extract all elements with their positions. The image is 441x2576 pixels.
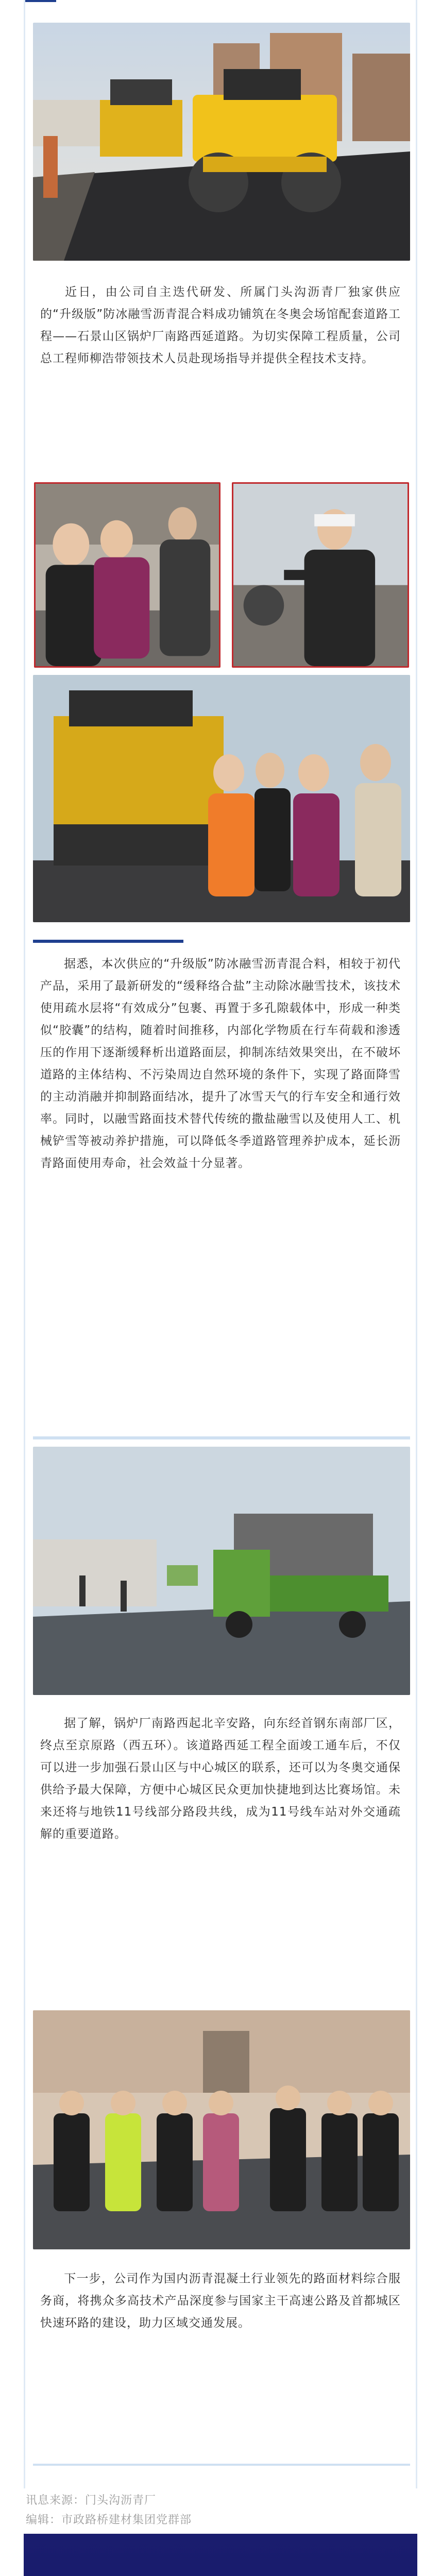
top-accent-bar xyxy=(25,0,56,2)
section-divider-dark xyxy=(33,940,183,943)
section-divider-light xyxy=(33,1436,410,1439)
paragraph-intro: 近日，由公司自主迭代研发、所属门头沟沥青厂独家供应的“升级版”防冰融雪沥青混合料成功铺筑在冬奥会场馆配套道路工程——石景山区锅炉厂南路西延道路。为切实保障工程质量，公司总工程师柳浩带领技术人员赴现场指导并提供全程技术支持。 xyxy=(40,285,401,365)
photo-engineer-pointing xyxy=(232,482,409,668)
source-credit: 讯息来源：门头沟沥青厂 xyxy=(26,2494,157,2507)
paragraph-next-steps: 下一步，公司作为国内沥青混凝土行业领先的路面材料综合服务商，将携众多高技术产品深度参与国家主干高速公路及首都城区快速环路的建设，助力区域交通发展。 xyxy=(40,2272,401,2330)
bottom-divider-light xyxy=(33,2464,410,2466)
photo-asphalt-trucks xyxy=(33,1447,410,1695)
photo-group-on-road xyxy=(33,2010,410,2249)
editor-credit: 编辑：市政路桥建材集团党群部 xyxy=(26,2514,192,2527)
footer-banner xyxy=(24,2534,417,2576)
photo-engineer-meeting xyxy=(34,482,220,668)
paragraph-road-info: 据了解，锅炉厂南路西起北辛安路，向东经首钢东南部厂区，终点至京原路（西五环）。该道路西延工程全面竣工通车后，不仅可以进一步加强石景山区与中心城区的联系，还可以为冬奥交通保供给予最大保障，方便中心城区民众更加快捷地到达比赛场馆。未来还将与地铁11号线部分路段共线，成为11号线车站对外交通疏解的重要道路。 xyxy=(40,1717,401,1841)
photo-team-by-paver xyxy=(33,675,410,922)
paragraph-technology: 据悉，本次供应的“升级版”防冰融雪沥青混合料，相较于初代产品，采用了最新研发的“缓释络合盐”主动除冰融雪技术，该技术使用疏水层将“有效成分”包裹、再置于多孔隙载体中，形成一种类似“胶囊”的结构，随着时间推移，内部化学物质在行车荷载和渗透压的作用下逐渐缓释析出道路面层，抑制冻结效果突出，在不破坏道路的主体结构、不污染周边自然环境的条件下，实现了路面降雪的主动消融并抑制路面结冰，提升了冰雪天气的行车安全和通行效率。同时，以融雪路面技术替代传统的撒盐融雪以及使用人工、机械铲雪等被动养护措施，可以降低冬季道路管理养护成本，延长沥青路面使用寿命，社会效益十分显著。 xyxy=(40,957,401,1170)
photo-road-roller xyxy=(33,23,410,261)
